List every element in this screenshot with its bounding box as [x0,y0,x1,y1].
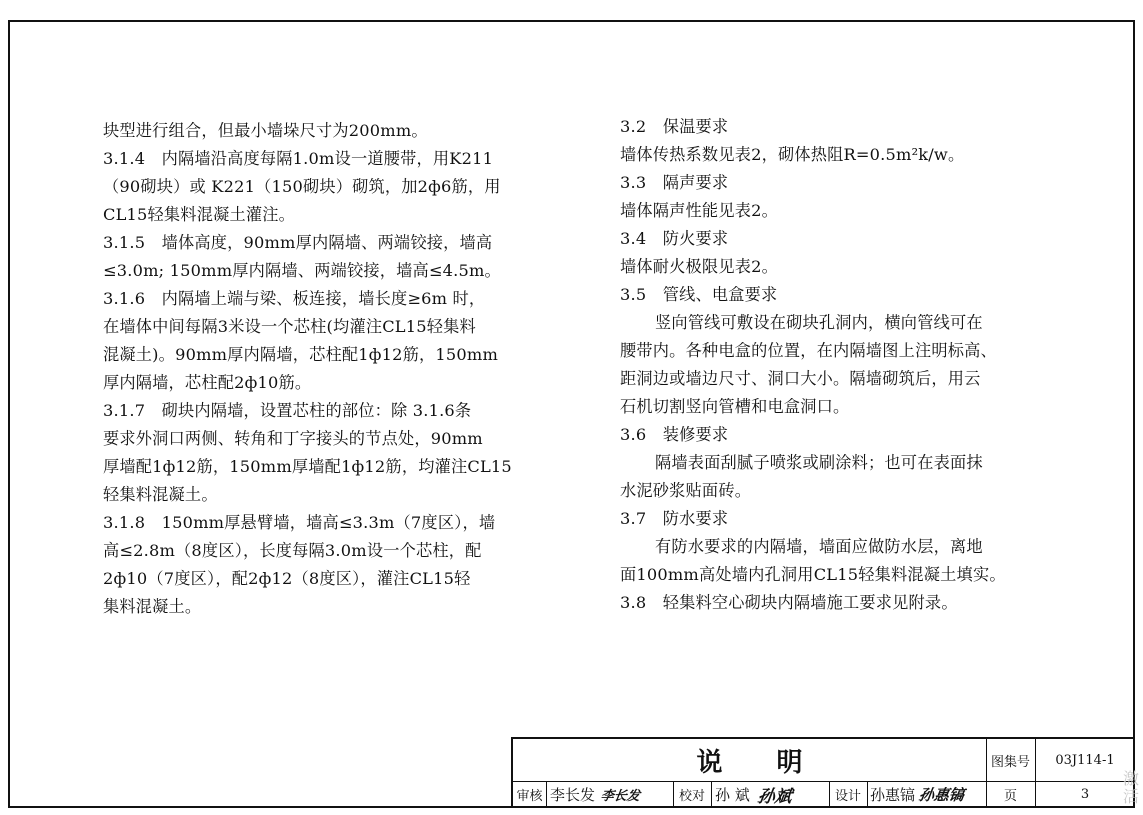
sheet-title: 说明 [696,747,857,778]
text-line: 块型进行组合，但最小墙垛尺寸为200mm。 [103,121,428,140]
atlas-number: 03J114-1 [1055,752,1115,768]
section-heading: 3.3 隔声要求 [620,173,729,192]
text-line: （90砌块）或 K221（150砌块）砌筑，加2ф6筋，用 [103,177,501,196]
text-line: 距洞边或墙边尺寸、洞口大小。隔墙砌筑后，用云 [620,369,981,388]
text-line: 3.1.4 内隔墙沿高度每隔1.0m设一道腰带，用K211 [103,149,494,168]
section-heading: 3.5 管线、电盒要求 [620,285,778,304]
text-line: 墙体隔声性能见表2。 [620,201,778,220]
atlas-label: 图集号 [990,754,1030,770]
section-heading: 3.7 防水要求 [620,509,729,528]
left-text-column [103,117,513,621]
watermark-char: 激 [1122,769,1139,788]
section-heading: 3.4 防火要求 [620,229,729,248]
text-line: 混凝土)。90mm厚内隔墙，芯柱配1ф12筋，150mm [103,345,498,364]
designer-signature: 孙惠镐 [917,786,966,804]
reviewer-name: 李长发 [550,786,596,804]
text-line: 有防水要求的内隔墙，墙面应做防水层，离地 [655,537,983,556]
text-line: 墙体传热系数见表2，砌体热阻R=0.5m²k/w。 [620,145,965,164]
text-line: 厚内隔墙，芯柱配2ф10筋。 [103,373,312,392]
text-line: 轻集料混凝土。 [103,485,218,504]
section-heading: 3.6 装修要求 [620,425,729,444]
text-line: 3.1.8 150mm厚悬臂墙，墙高≤3.3m（7度区），墙 [103,513,496,532]
text-line: 厚墙配1ф12筋，150mm厚墙配1ф12筋，均灌注CL15 [103,457,512,476]
section-heading: 3.8 轻集料空心砌块内隔墙施工要求见附录。 [620,593,958,612]
page-label: 页 [1003,789,1017,804]
text-line: 集料混凝土。 [103,597,202,616]
reviewer-signature: 李长发 [599,789,641,804]
text-line: 竖向管线可敷设在砌块孔洞内，横向管线可在 [655,313,983,332]
text-line: 腰带内。各种电盒的位置，在内隔墙图上注明标高、 [620,341,997,360]
text-line: ≤3.0m; 150mm厚内隔墙、两端铰接，墙高≤4.5m。 [103,261,501,280]
text-line: 高≤2.8m（8度区），长度每隔3.0m设一个芯柱，配 [103,541,482,560]
watermark [1123,770,1139,806]
review-label: 审核 [516,789,543,804]
checker-name: 孙 斌 [715,786,750,804]
design-label: 设计 [834,789,861,804]
right-text-column [620,113,1040,617]
checker-cell [711,781,829,808]
text-line: 墙体耐火极限见表2。 [620,257,778,276]
section-heading: 3.2 保温要求 [620,117,729,136]
designer-name: 孙惠镐 [870,786,916,804]
sheet-title-cell [513,739,986,781]
text-line: 要求外洞口两侧、转角和丁字接头的节点处，90mm [103,429,483,448]
designer-cell [867,781,986,808]
title-block [511,737,1135,808]
text-line: CL15轻集料混凝土灌注。 [103,205,296,224]
text-line: 在墙体中间每隔3米设一个芯柱(均灌注CL15轻集料 [103,317,476,336]
text-line: 水泥砂浆贴面砖。 [620,481,752,500]
check-label: 校对 [678,789,705,804]
watermark-char: 活 [1122,787,1139,806]
text-line: 3.1.5 墙体高度，90mm厚内隔墙、两端铰接，墙高 [103,233,493,252]
text-line: 石机切割竖向管槽和电盒洞口。 [620,397,850,416]
reviewer-cell [546,781,673,808]
text-line: 2ф10（7度区），配2ф12（8度区），灌注CL15轻 [103,569,471,588]
text-line: 3.1.6 内隔墙上端与梁、板连接，墙长度≥6m 时， [103,289,486,308]
checker-signature: 孙斌 [756,787,793,807]
text-line: 3.1.7 砌块内隔墙，设置芯柱的部位：除 3.1.6条 [103,401,472,420]
text-line: 面100mm高处墙内孔洞用CL15轻集料混凝土填实。 [620,565,1006,584]
page-number: 3 [1080,787,1090,802]
text-line: 隔墙表面刮腻子喷浆或刷涂料；也可在表面抹 [655,453,983,472]
